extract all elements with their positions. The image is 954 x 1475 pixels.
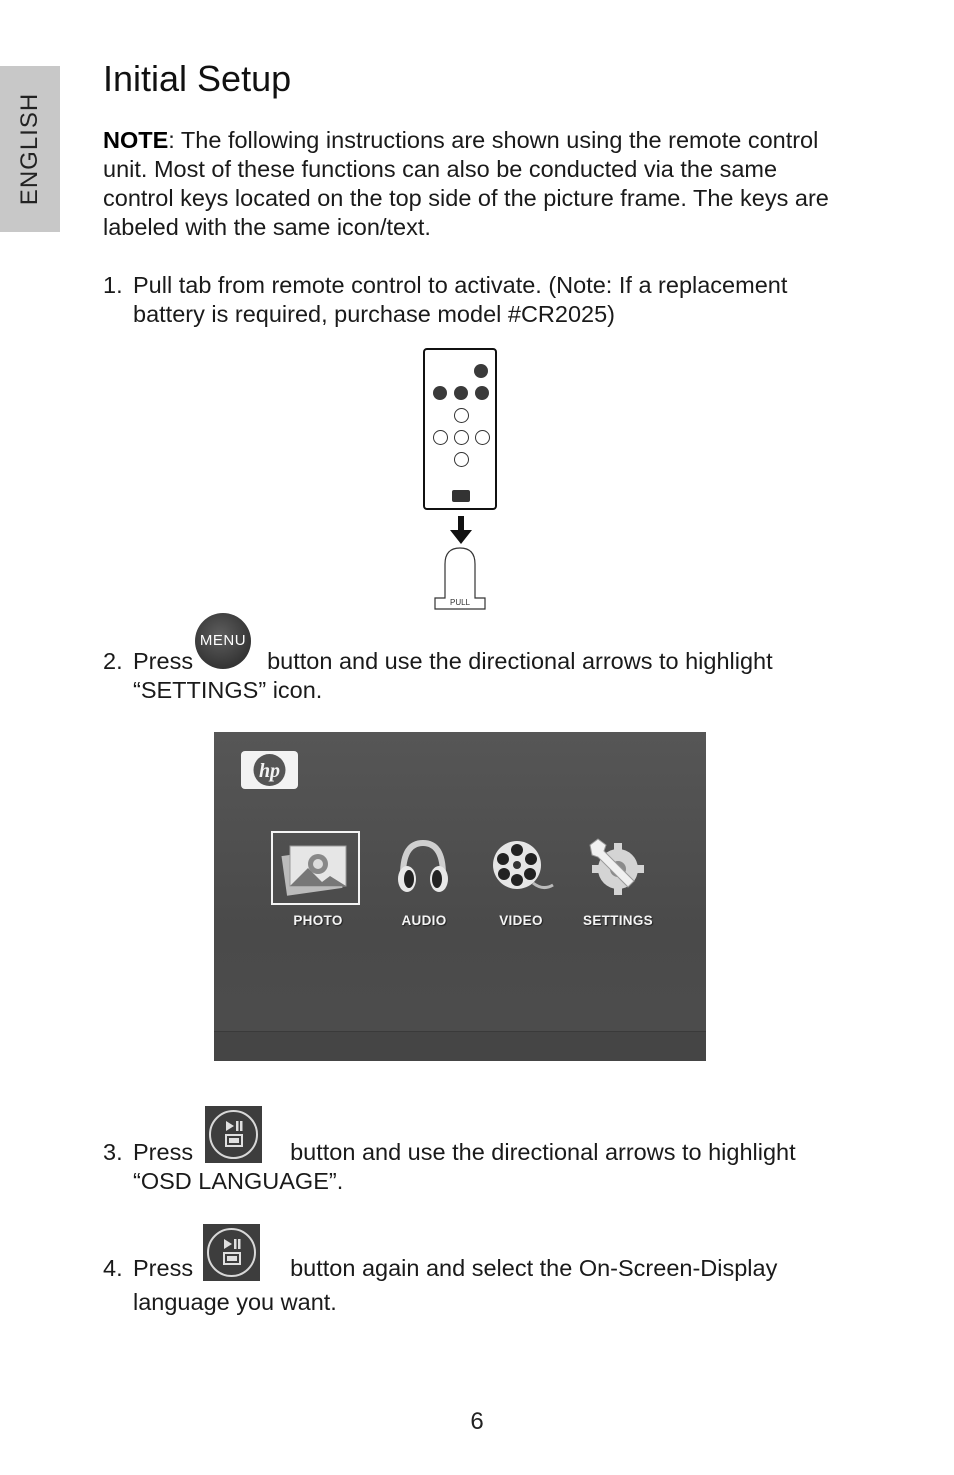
step-number: 4. <box>103 1255 123 1281</box>
step-text: button and use the directional arrows to highlight <box>267 648 773 674</box>
page-number: 6 <box>470 1408 484 1435</box>
headphones-icon <box>391 835 455 899</box>
left-arrow-icon <box>433 430 448 445</box>
menu-button-icon: MENU <box>195 613 251 669</box>
photo-icon <box>278 838 354 898</box>
step-number: 1. <box>103 272 123 298</box>
hp-logo-icon <box>452 490 470 502</box>
step-text-press: Press <box>133 1139 194 1165</box>
wrench-gear-icon <box>584 835 648 897</box>
zoom-button-icon <box>475 386 489 400</box>
step-text-continued: “SETTINGS” icon. <box>133 677 323 703</box>
step-text: Pull tab from remote control to activate. (Note: If a replacement <box>133 272 788 298</box>
step-number: 3. <box>103 1139 123 1165</box>
menu-item-settings[interactable] <box>570 912 666 930</box>
note-text: : The following instructions are shown using the remote control unit. Most of these functions can also be conducted via the same control keys located on the top side of the picture frame. The keys are labeled with the same icon/text. <box>103 127 829 240</box>
up-arrow-icon <box>454 408 469 423</box>
language-tab-label: ENGLISH <box>16 92 43 206</box>
note-paragraph <box>103 126 843 242</box>
step-number: 2. <box>103 648 123 674</box>
hp-logo <box>241 751 298 789</box>
menu-item-label: VIDEO <box>499 913 543 928</box>
step-text-continued: battery is required, purchase model #CR2025) <box>133 301 616 327</box>
film-reel-icon <box>489 835 555 899</box>
step-1 <box>103 271 863 329</box>
page-title: Initial Setup <box>103 58 292 99</box>
menu-item-audio[interactable] <box>376 912 472 930</box>
menu-item-label: PHOTO <box>293 913 343 928</box>
step-text: button again and select the On-Screen-Display <box>290 1255 778 1281</box>
pull-arrow-head-icon <box>450 530 472 544</box>
step-text-continued: “OSD LANGUAGE”. <box>133 1168 344 1194</box>
screen-status-bar <box>214 1031 706 1061</box>
play-pause-button-icon <box>205 1106 262 1163</box>
note-label: NOTE <box>103 127 169 153</box>
repeat-button-icon <box>433 386 447 400</box>
language-tab <box>0 66 60 232</box>
remote-control-illustration <box>423 348 497 510</box>
play-pause-icon <box>454 430 469 445</box>
step-text-continued: language you want. <box>133 1289 337 1315</box>
menu-item-label: AUDIO <box>401 913 447 928</box>
step-text-press: Press <box>133 648 194 674</box>
step-text: button and use the directional arrows to highlight <box>290 1139 796 1165</box>
pull-tab-label: PULL <box>449 598 470 607</box>
step-text-press: Press <box>133 1255 194 1281</box>
menu-item-video[interactable] <box>473 912 569 930</box>
menu-screen-illustration <box>214 732 706 1061</box>
source-button-icon <box>474 364 488 378</box>
menu-button-icon <box>454 386 468 400</box>
play-pause-button-icon <box>203 1224 260 1281</box>
right-arrow-icon <box>475 430 490 445</box>
menu-item-label: SETTINGS <box>583 913 653 928</box>
svg-text:hp: hp <box>258 760 281 782</box>
down-arrow-icon <box>454 452 469 467</box>
menu-item-photo[interactable] <box>270 912 366 930</box>
